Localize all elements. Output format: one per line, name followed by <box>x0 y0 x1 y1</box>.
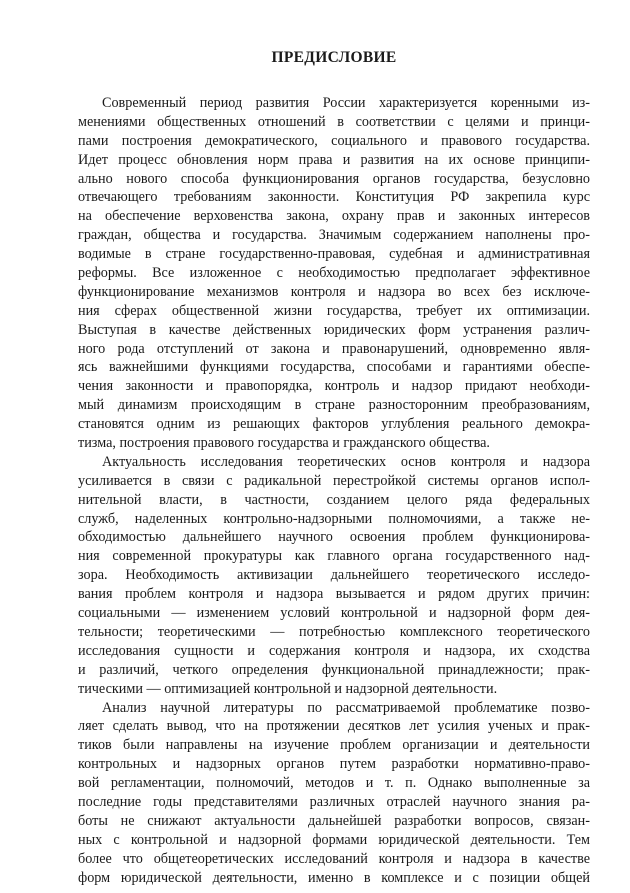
text-line: тельности; теоретическими — потребностью комплексного теоретического <box>78 623 590 640</box>
text-line: вания проблем контроля и надзора вызывается и рядом других причин: <box>78 586 590 603</box>
text-line: Идет процесс обновления норм права и развития на их основе принципи- <box>78 151 590 168</box>
text-line: ния сферах общественной жизни государства, требует их оптимизации. <box>78 302 590 319</box>
text-line: ально нового способа функционирования органов государства, безусловно <box>78 170 590 187</box>
text-line: граждан, общества и государства. Значимым содержанием наполнены про- <box>78 227 590 244</box>
document-page <box>78 48 590 887</box>
text-line: вой регламентации, полномочий, методов и т. п. Однако выполненные за <box>78 775 590 792</box>
text-line: Актуальность исследования теоретических основ контроля и надзора <box>102 453 590 470</box>
text-line: ния современной прокуратуры как главного органа государственного над- <box>78 548 590 565</box>
text-line: Современный период развития России характеризуется коренными из- <box>102 95 590 111</box>
text-line: на обеспечение верховенства закона, охрану прав и законных интересов <box>78 208 590 225</box>
text-line: ясь важнейшими функциями государства, способами и гарантиями обеспе- <box>78 359 590 376</box>
text-line: Анализ научной литературы по рассматриваемой проблематике позво- <box>102 699 590 716</box>
text-line: тиков были направлены на изучение проблем организации и деятельности <box>78 737 590 754</box>
text-line: усиливается в связи с радикальной перестройкой системы органов испол- <box>78 472 590 489</box>
text-line: мый динамизм происходящим в стране разносторонним преобразованиям, <box>78 397 590 414</box>
text-line: пами построения демократического, социального и правового государства. <box>78 132 590 149</box>
text-line: ных с контрольной и надзорной формами юридической деятельности. Тем <box>78 831 590 848</box>
text-line: контрольных и надзорных органов путем разработки нормативно-право- <box>78 756 590 773</box>
text-line: отвечающего требованиям законности. Конституция РФ закрепила курс <box>78 189 590 206</box>
text-line: более что общетеоретических исследований контроля и надзора в качестве <box>78 850 590 867</box>
text-line: служб, наделенных контрольно-надзорными полномочиями, а также не- <box>78 510 590 527</box>
paragraph <box>78 94 590 453</box>
text-line: Выступая в качестве действенных юридических форм устранения различ- <box>78 321 590 338</box>
text-line: последние годы представителями различных отраслей научного знания ра- <box>78 793 590 810</box>
paragraph <box>78 453 590 699</box>
text-line: социальными — изменением условий контрольной и надзорной форм дея- <box>78 605 590 622</box>
text-line: обходимостью дальнейшего научного освоения проблем функционирова- <box>78 529 590 546</box>
text-line: водимые в стране государственно-правовая, судебная и административная <box>78 246 590 263</box>
page-title: ПРЕДИСЛОВИЕ <box>271 49 397 66</box>
body-text <box>78 94 590 887</box>
text-line: чения законности и правопорядка, контроль и надзор придают необходи- <box>78 378 590 395</box>
text-line: реформы. Все изложенное с необходимостью предполагает эффективное <box>78 265 590 282</box>
text-line: становятся одним из решающих факторов углубления реального демокра- <box>78 416 590 433</box>
text-line: исследования сущности и содержания контроля и надзора, их сходства <box>78 642 590 659</box>
paragraph <box>78 699 590 888</box>
text-line: боты не снижают актуальности дальнейшей разработки вопросов, связан- <box>78 812 590 829</box>
text-line: зора. Необходимость активизации дальнейшего теоретического исследо- <box>78 567 590 584</box>
text-line: тическими — оптимизацией контрольной и надзорной деятельности. <box>78 680 498 697</box>
text-line: нительной власти, в частности, созданием целого ряда федеральных <box>78 491 590 508</box>
text-line: форм юридической деятельности, именно в комплексе и с позиции общей <box>78 869 590 886</box>
text-line: тизма, построения правового государства и гражданского общества. <box>78 435 490 452</box>
text-line: и различий, четкого определения функциональной принадлежности; прак- <box>78 661 590 678</box>
text-line: функционирование механизмов контроля и надзора во всех без исключе- <box>78 283 590 300</box>
text-line: ляет сделать вывод, что на протяжении десятков лет усилия ученых и прак- <box>78 718 590 735</box>
text-line: менениями общественных отношений в соответствии с целями и принци- <box>78 113 590 130</box>
text-line: ного рода отступлений от закона и правонарушений, одновременно явля- <box>78 340 590 357</box>
